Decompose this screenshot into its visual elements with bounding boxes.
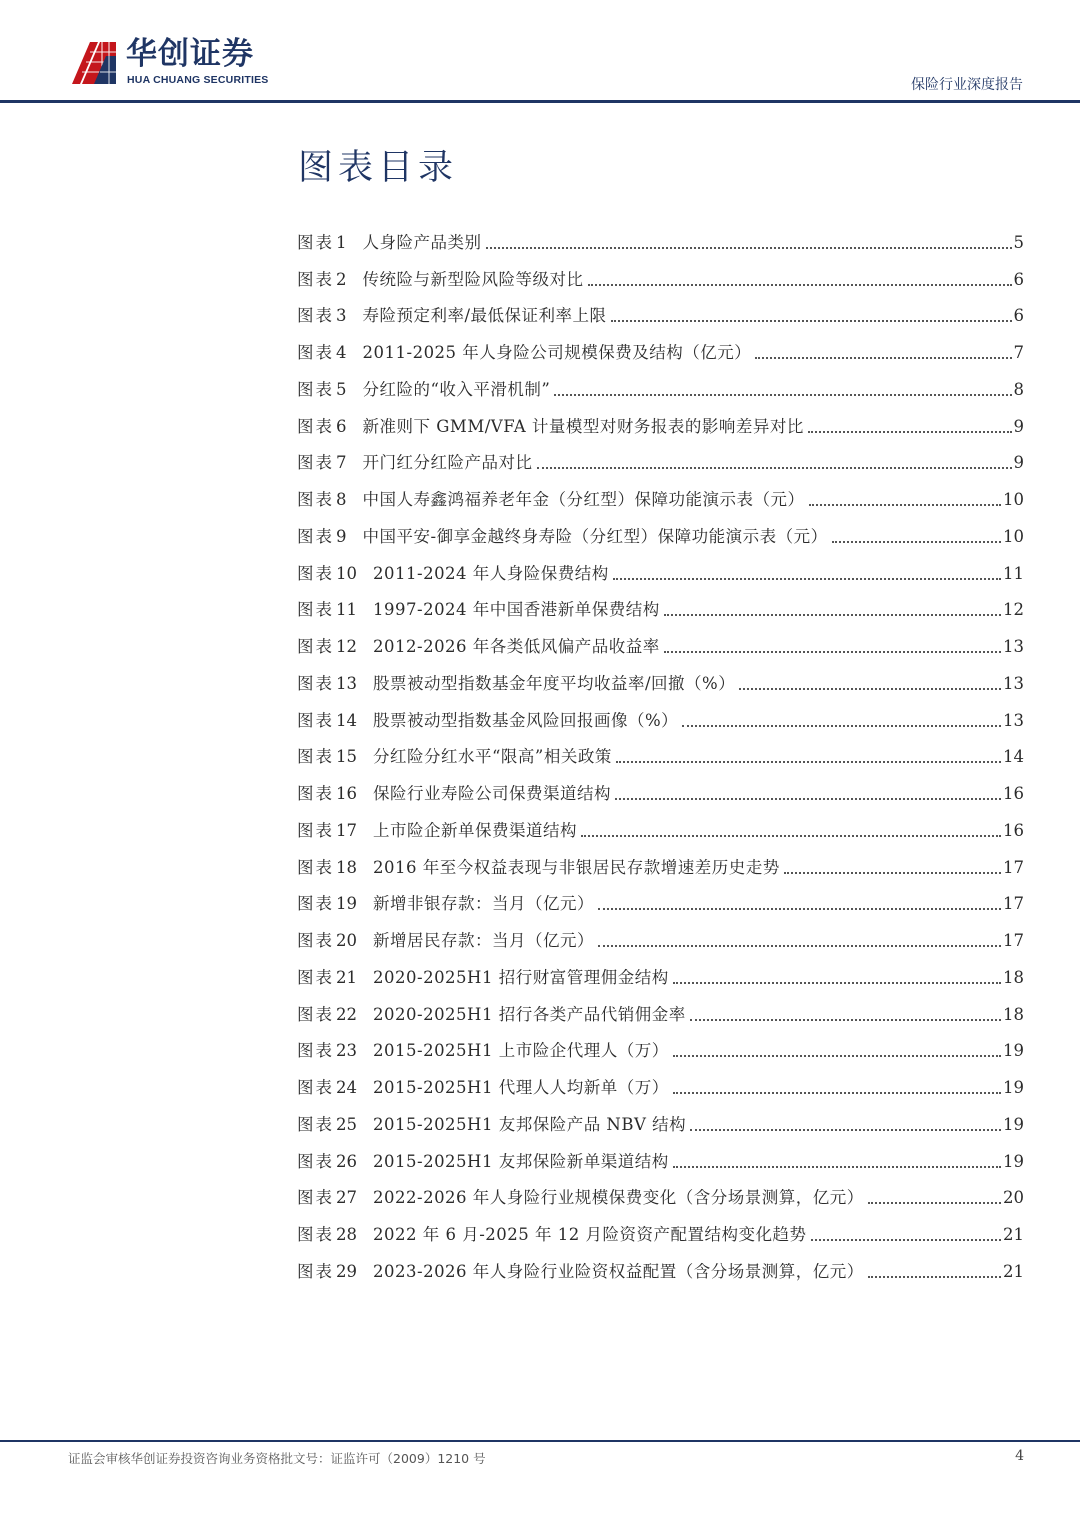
toc-entry-label	[297, 890, 357, 918]
toc-dot-leader	[811, 1239, 1001, 1241]
toc-entry-number: 24	[336, 1078, 357, 1097]
toc-entry[interactable]	[297, 918, 1024, 955]
toc-entry-page: 18	[1003, 967, 1024, 987]
toc-entry-page: 12	[1003, 600, 1024, 620]
toc-entry-title: 新增居民存款：当月（亿元）	[373, 931, 594, 950]
toc-entry-number: 10	[336, 563, 357, 583]
toc-entry[interactable]	[297, 404, 1024, 441]
toc-entry[interactable]	[297, 955, 1024, 992]
toc-entry[interactable]	[297, 735, 1024, 772]
toc-dot-leader	[588, 284, 1012, 286]
toc-entry[interactable]	[297, 294, 1024, 331]
toc-entry-label	[297, 854, 357, 882]
toc-entry-page: 10	[1003, 490, 1024, 509]
toc-entry-page: 10	[1003, 526, 1024, 546]
toc-entry-page: 18	[1003, 1004, 1024, 1024]
toc-entry-page: 8	[1013, 379, 1024, 399]
toc-entry-page: 19	[1003, 1151, 1024, 1171]
toc-entry-page: 19	[1003, 1041, 1024, 1061]
toc-entry-number: 16	[336, 784, 357, 803]
toc-entry-label	[297, 266, 347, 294]
toc-dot-leader	[673, 982, 1001, 984]
toc-entry-page: 6	[1013, 269, 1024, 289]
toc-entry-label	[297, 633, 357, 661]
toc-entry-label	[297, 1074, 357, 1102]
toc-entry[interactable]	[297, 1102, 1024, 1139]
toc-entry-page: 13	[1003, 710, 1024, 730]
toc-entry-prefix: 图表	[297, 232, 334, 252]
toc-entry[interactable]	[297, 220, 1024, 257]
toc-entry-number: 4	[336, 343, 347, 362]
toc-entry-page: 20	[1003, 1188, 1024, 1208]
toc-dot-leader	[615, 798, 1001, 800]
toc-entry-prefix: 图表	[297, 857, 334, 877]
toc-entry-title: 开门红分红险产品对比	[362, 453, 533, 473]
toc-entry-prefix: 图表	[297, 1078, 334, 1097]
toc-entry[interactable]	[297, 624, 1024, 661]
toc-entry[interactable]	[297, 1065, 1024, 1102]
toc-entry-prefix: 图表	[297, 306, 334, 326]
toc-entry-page: 5	[1013, 232, 1024, 252]
toc-entry-title: 2015-2025H1 代理人人均新单（万）	[373, 1078, 669, 1097]
toc-dot-leader	[868, 1202, 1001, 1204]
toc-entry-label	[297, 413, 347, 441]
toc-entry-number: 25	[336, 1114, 357, 1134]
toc-entry-page: 21	[1003, 1261, 1024, 1281]
toc-entry-title: 寿险预定利率/最低保证利率上限	[362, 306, 607, 326]
toc-entry-label	[297, 1037, 357, 1065]
toc-entry-prefix: 图表	[297, 1188, 334, 1208]
toc-dot-leader	[486, 247, 1012, 249]
toc-entry-number: 6	[336, 416, 347, 436]
toc-dot-leader	[832, 541, 1001, 543]
toc-dot-leader	[784, 872, 1001, 874]
toc-entry-number: 1	[336, 232, 347, 252]
toc-entry-number: 21	[336, 967, 357, 987]
toc-entry-number: 15	[336, 747, 357, 767]
toc-dot-leader	[537, 467, 1012, 469]
toc-entry[interactable]	[297, 257, 1024, 294]
toc-entry-prefix: 图表	[297, 967, 334, 987]
toc-entry-label	[297, 302, 347, 330]
toc-entry-title: 新准则下 GMM/VFA 计量模型对财务报表的影响差异对比	[362, 416, 804, 436]
toc-dot-leader	[581, 835, 1001, 837]
figure-toc-list	[297, 220, 1024, 1286]
toc-entry[interactable]	[297, 1212, 1024, 1249]
toc-entry-number: 28	[336, 1225, 357, 1244]
toc-entry-prefix: 图表	[297, 1041, 334, 1061]
toc-dot-leader	[868, 1276, 1001, 1278]
toc-entry[interactable]	[297, 698, 1024, 735]
toc-entry-prefix: 图表	[297, 673, 334, 693]
toc-entry-page: 17	[1003, 931, 1024, 950]
toc-entry-title: 股票被动型指数基金年度平均收益率/回撤（%）	[373, 673, 736, 693]
toc-dot-leader	[739, 688, 1001, 690]
toc-dot-leader	[554, 394, 1011, 396]
huachuang-logo-icon	[68, 36, 120, 88]
toc-entry-number: 22	[336, 1004, 357, 1024]
toc-entry-prefix: 图表	[297, 269, 334, 289]
toc-entry-title: 人身险产品类别	[362, 232, 482, 252]
toc-entry-prefix: 图表	[297, 784, 334, 803]
toc-entry[interactable]	[297, 808, 1024, 845]
toc-entry-label	[297, 596, 357, 624]
header-divider	[0, 100, 1080, 103]
toc-entry-prefix: 图表	[297, 710, 334, 730]
toc-entry-prefix: 图表	[297, 563, 334, 583]
toc-entry[interactable]	[297, 1249, 1024, 1286]
toc-entry-title: 2011-2024 年人身险保费结构	[373, 563, 609, 583]
page-header	[0, 0, 1080, 104]
toc-entry-number: 9	[336, 526, 347, 546]
toc-dot-leader	[664, 614, 1001, 616]
toc-entry-prefix: 图表	[297, 1004, 334, 1024]
toc-entry-title: 新增非银存款：当月（亿元）	[373, 894, 594, 914]
toc-entry-label	[297, 1184, 357, 1212]
toc-dot-leader	[808, 431, 1012, 433]
toc-entry-prefix: 图表	[297, 379, 334, 399]
toc-entry[interactable]	[297, 514, 1024, 551]
toc-dot-leader	[690, 1019, 1001, 1021]
toc-entry-number: 18	[336, 857, 357, 877]
toc-entry-prefix: 图表	[297, 490, 334, 509]
toc-entry-number: 5	[336, 379, 347, 399]
toc-entry-prefix: 图表	[297, 820, 334, 840]
toc-entry-prefix: 图表	[297, 1261, 334, 1281]
toc-entry-label	[297, 964, 357, 992]
toc-entry-page: 11	[1003, 563, 1024, 583]
toc-entry-prefix: 图表	[297, 894, 334, 914]
toc-entry-number: 13	[336, 673, 357, 693]
toc-entry-number: 12	[336, 637, 357, 656]
toc-entry-title: 中国人寿鑫鸿福养老年金（分红型）保障功能演示表（元）	[362, 490, 805, 509]
toc-dot-leader	[616, 761, 1001, 763]
toc-entry-page: 19	[1003, 1078, 1024, 1097]
toc-entry-number: 7	[336, 453, 347, 473]
toc-entry-label	[297, 339, 347, 367]
toc-entry-label	[297, 743, 357, 771]
toc-entry-prefix: 图表	[297, 1151, 334, 1171]
toc-entry[interactable]	[297, 882, 1024, 919]
toc-entry-label	[297, 486, 347, 514]
toc-dot-leader	[664, 651, 1001, 653]
toc-dot-leader	[673, 1166, 1001, 1168]
toc-entry-number: 26	[336, 1151, 357, 1171]
toc-dot-leader	[598, 945, 1001, 947]
toc-entry-title: 2015-2025H1 友邦保险产品 NBV 结构	[373, 1114, 687, 1134]
toc-dot-leader	[755, 357, 1011, 359]
toc-entry-label	[297, 376, 347, 404]
toc-entry[interactable]	[297, 477, 1024, 514]
toc-dot-leader	[673, 1055, 1001, 1057]
toc-entry-page: 9	[1013, 453, 1024, 473]
toc-entry[interactable]	[297, 551, 1024, 588]
toc-entry[interactable]	[297, 661, 1024, 698]
toc-entry-number: 8	[336, 490, 347, 509]
footer-divider	[0, 1440, 1080, 1442]
toc-entry-title: 2016 年至今权益表现与非银居民存款增速差历史走势	[373, 857, 780, 877]
toc-entry[interactable]	[297, 588, 1024, 625]
toc-entry-label	[297, 670, 357, 698]
toc-entry-title: 上市险企新单保费渠道结构	[373, 820, 577, 840]
toc-entry-prefix: 图表	[297, 453, 334, 473]
toc-entry[interactable]	[297, 330, 1024, 367]
toc-entry[interactable]	[297, 1139, 1024, 1176]
footer-license-text: 证监会审核华创证券投资咨询业务资格批文号：证监许可（2009）1210 号	[68, 1451, 486, 1466]
toc-entry-title: 传统险与新型险风险等级对比	[362, 269, 584, 289]
toc-entry-prefix: 图表	[297, 600, 334, 620]
toc-entry-number: 29	[336, 1261, 357, 1281]
toc-entry-label	[297, 817, 357, 845]
toc-entry-page: 6	[1013, 306, 1024, 326]
report-type-label: 保险行业深度报告	[911, 77, 1023, 93]
toc-entry-title: 股票被动型指数基金风险回报画像（%）	[373, 710, 679, 730]
toc-entry-label	[297, 1258, 357, 1286]
toc-entry-page: 13	[1003, 673, 1024, 693]
toc-entry-page: 14	[1003, 747, 1024, 767]
toc-dot-leader	[611, 320, 1012, 322]
toc-entry-prefix: 图表	[297, 747, 334, 767]
toc-entry-number: 14	[336, 710, 357, 730]
toc-entry-prefix: 图表	[297, 1114, 334, 1134]
toc-entry-prefix: 图表	[297, 416, 334, 436]
toc-entry[interactable]	[297, 367, 1024, 404]
toc-entry[interactable]	[297, 1029, 1024, 1066]
brand-name-cn: 华创证券	[126, 36, 254, 72]
toc-entry-label	[297, 1148, 357, 1176]
toc-entry-page: 19	[1003, 1114, 1024, 1134]
toc-entry-page: 17	[1003, 857, 1024, 877]
toc-entry-title: 2022-2026 年人身险行业规模保费变化（含分场景测算，亿元）	[373, 1188, 864, 1208]
toc-entry-label	[297, 229, 347, 257]
page-number: 4	[1015, 1448, 1024, 1464]
toc-entry-title: 2020-2025H1 招行财富管理佣金结构	[373, 967, 669, 987]
toc-entry[interactable]	[297, 992, 1024, 1029]
toc-entry-page: 7	[1013, 343, 1024, 362]
toc-entry-number: 23	[336, 1041, 357, 1061]
toc-dot-leader	[673, 1092, 1001, 1094]
toc-entry-number: 17	[336, 820, 357, 840]
toc-entry[interactable]	[297, 441, 1024, 478]
toc-entry-title: 分红险分红水平“限高”相关政策	[373, 747, 612, 767]
toc-entry-title: 2015-2025H1 友邦保险新单渠道结构	[373, 1151, 669, 1171]
toc-entry-prefix: 图表	[297, 931, 334, 950]
toc-entry-page: 21	[1003, 1225, 1024, 1244]
toc-entry-title: 2020-2025H1 招行各类产品代销佣金率	[373, 1004, 686, 1024]
toc-dot-leader	[682, 725, 1001, 727]
toc-entry-title: 2022 年 6 月-2025 年 12 月险资资产配置结构变化趋势	[373, 1225, 807, 1244]
page-title: 图表目录	[298, 148, 459, 188]
toc-entry-title: 分红险的“收入平滑机制”	[362, 379, 551, 399]
toc-entry-page: 16	[1003, 820, 1024, 840]
toc-entry[interactable]	[297, 771, 1024, 808]
toc-entry-label	[297, 780, 357, 808]
toc-entry-label	[297, 560, 357, 588]
toc-entry-title: 1997-2024 年中国香港新单保费结构	[373, 600, 660, 620]
toc-entry-page: 16	[1003, 784, 1024, 803]
toc-entry-number: 2	[336, 269, 347, 289]
toc-entry-title: 2023-2026 年人身险行业险资权益配置（含分场景测算，亿元）	[373, 1261, 864, 1281]
toc-entry-label	[297, 707, 357, 735]
toc-entry-page: 13	[1003, 637, 1024, 656]
toc-entry-label	[297, 1001, 357, 1029]
toc-entry-prefix: 图表	[297, 526, 334, 546]
toc-dot-leader	[598, 908, 1001, 910]
toc-entry-prefix: 图表	[297, 343, 334, 362]
toc-entry-label	[297, 449, 347, 477]
toc-dot-leader	[613, 578, 1001, 580]
toc-entry-prefix: 图表	[297, 1225, 334, 1244]
toc-dot-leader	[809, 504, 1002, 506]
toc-entry-prefix: 图表	[297, 637, 334, 656]
toc-entry-title: 2012-2026 年各类低风偏产品收益率	[373, 637, 660, 656]
toc-entry-number: 19	[336, 894, 357, 914]
brand-name-en: HUA CHUANG SECURITIES	[127, 74, 269, 86]
toc-entry-page: 17	[1003, 894, 1024, 914]
toc-entry-number: 27	[336, 1188, 357, 1208]
toc-entry[interactable]	[297, 845, 1024, 882]
toc-entry-number: 3	[336, 306, 347, 326]
toc-dot-leader	[690, 1129, 1001, 1131]
toc-entry-title: 2011-2025 年人身险公司规模保费及结构（亿元）	[362, 343, 752, 362]
toc-entry-label	[297, 523, 347, 551]
toc-entry[interactable]	[297, 1176, 1024, 1213]
toc-entry-title: 中国平安-御享金越终身寿险（分红型）保障功能演示表（元）	[362, 526, 828, 546]
toc-entry-label	[297, 927, 357, 955]
toc-entry-title: 2015-2025H1 上市险企代理人（万）	[373, 1041, 669, 1061]
toc-entry-label	[297, 1111, 357, 1139]
toc-entry-page: 9	[1013, 416, 1024, 436]
toc-entry-number: 11	[336, 600, 357, 620]
toc-entry-label	[297, 1221, 357, 1249]
toc-entry-title: 保险行业寿险公司保费渠道结构	[373, 784, 611, 803]
toc-entry-number: 20	[336, 931, 357, 950]
